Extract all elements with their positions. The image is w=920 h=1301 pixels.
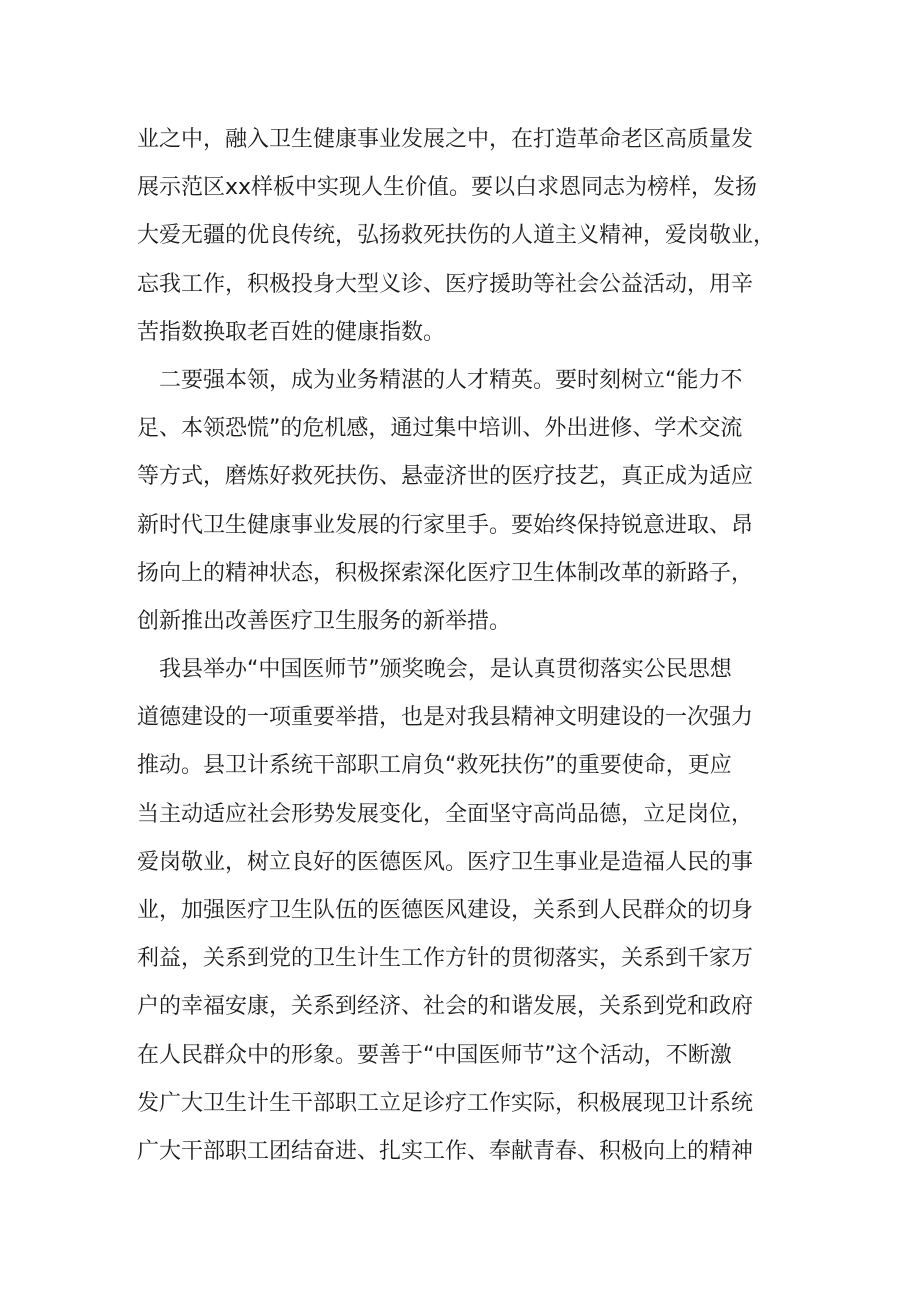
document-body (137, 116, 797, 1176)
text-line: 大爱无疆的优良传统，弘扬救死扶伤的人道主义精神，爱岗敬业， (137, 223, 776, 249)
paragraph-1 (137, 116, 797, 357)
paragraph-3 (137, 646, 797, 1176)
text-line: 扬向上的精神状态，积极探索深化医疗卫生体制改革的新路子， (137, 560, 754, 586)
text-line: 忘我工作，积极投身大型义诊、医疗援助等社会公益活动，用辛 (137, 271, 754, 297)
text-line: 爱岗敬业，树立良好的医德医风。医疗卫生事业是造福人民的事 (137, 849, 754, 875)
text-line: 发广大卫生计生干部职工立足诊疗工作实际，积极展现卫计系统 (137, 1090, 754, 1116)
text-line: 在人民群众中的形象。要善于“中国医师节”这个活动，不断激 (137, 1042, 732, 1068)
paragraph-2 (137, 357, 797, 646)
text-line: 二要强本领，成为业务精湛的人才精英。要时刻树立“能力不 (159, 367, 743, 393)
text-line: 我县举办“中国医师节”颁奖晚会，是认真贯彻落实公民思想 (159, 657, 732, 683)
text-line: 创新推出改善医疗卫生服务的新举措。 (137, 608, 512, 634)
text-line: 推动。县卫计系统干部职工肩负“救死扶伤”的重要使命，更应 (137, 753, 732, 779)
text-line: 苦指数换取老百姓的健康指数。 (137, 319, 446, 345)
text-line: 广大干部职工团结奋进、扎实工作、奉献青春、积极向上的精神 (137, 1138, 754, 1164)
text-line: 足、本领恐慌”的危机感，通过集中培训、外出进修、学术交流 (137, 416, 743, 442)
text-line: 展示范区xx样板中实现人生价值。要以白求恩同志为榜样，发扬 (137, 175, 758, 201)
text-line: 新时代卫生健康事业发展的行家里手。要始终保持锐意进取、昂 (137, 512, 754, 538)
text-line: 当主动适应社会形势发展变化，全面坚守高尚品德，立足岗位， (137, 801, 754, 827)
text-line: 等方式，磨炼好救死扶伤、悬壶济世的医疗技艺，真正成为适应 (137, 464, 754, 490)
text-line: 利益，关系到党的卫生计生工作方针的贯彻落实，关系到千家万 (137, 946, 754, 972)
text-line: 业之中，融入卫生健康事业发展之中，在打造革命老区高质量发 (137, 127, 754, 152)
text-line: 业，加强医疗卫生队伍的医德医风建设，关系到人民群众的切身 (137, 898, 754, 923)
text-line: 户的幸福安康，关系到经济、社会的和谐发展，关系到党和政府 (137, 994, 754, 1020)
text-line: 道德建设的一项重要举措，也是对我县精神文明建设的一次强力 (137, 705, 754, 731)
